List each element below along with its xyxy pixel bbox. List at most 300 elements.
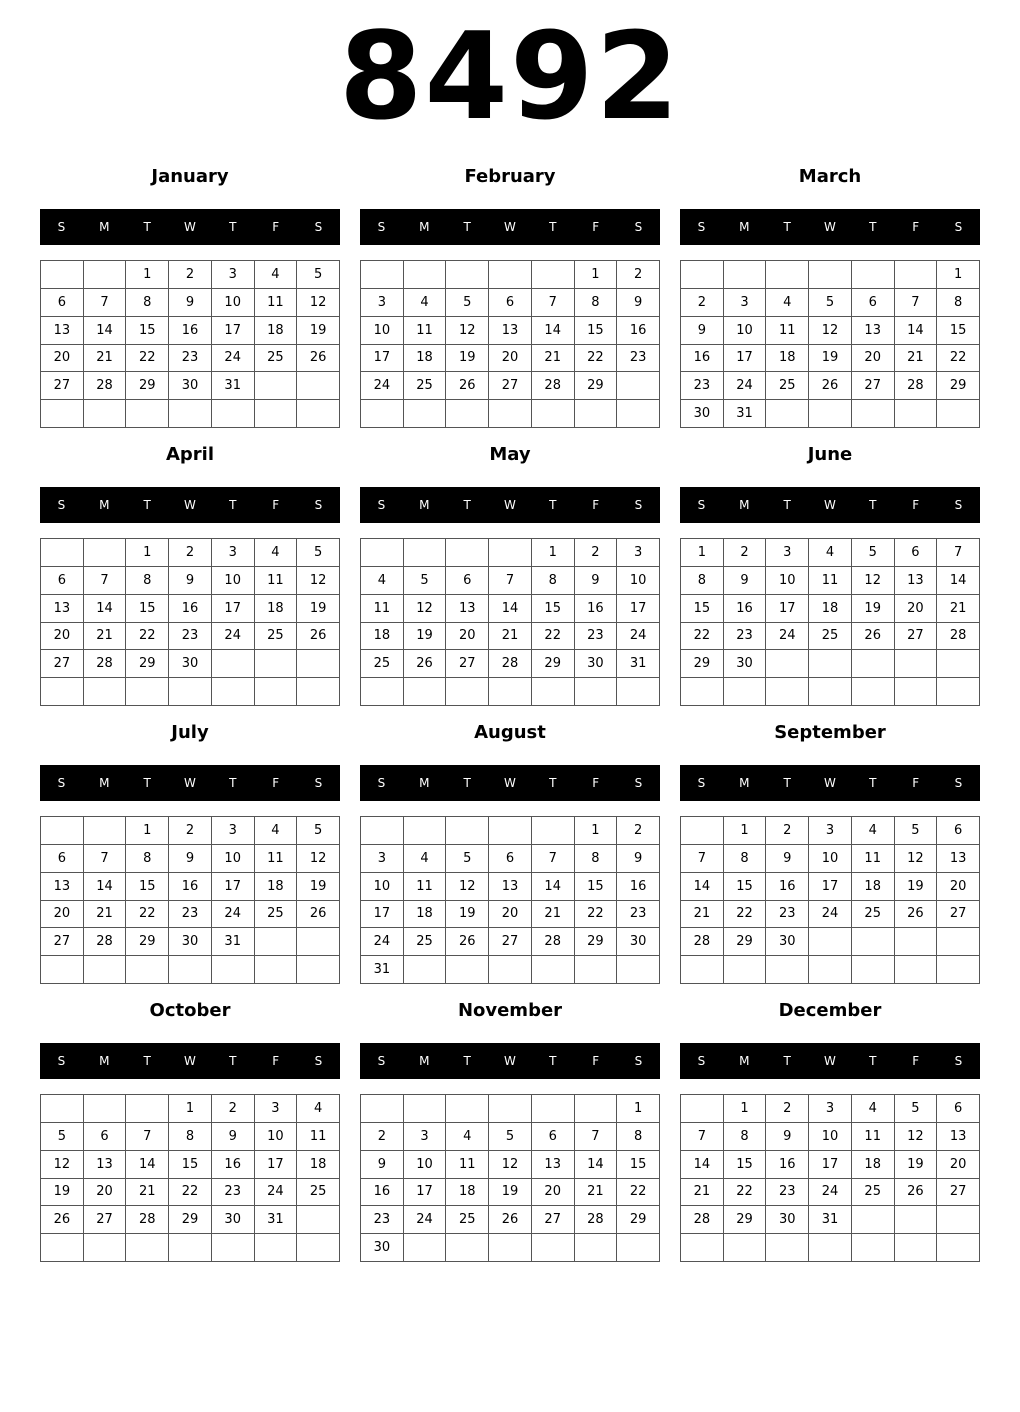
- weekday-label: S: [634, 498, 643, 512]
- empty-day-cell: [169, 956, 212, 984]
- day-cell: 24: [212, 623, 255, 651]
- day-cell: 8: [126, 567, 169, 595]
- day-cell: 5: [809, 289, 852, 317]
- empty-day-cell: [84, 261, 127, 289]
- day-cell: 2: [766, 1095, 809, 1123]
- empty-day-cell: [937, 678, 980, 706]
- day-cell: 16: [766, 1151, 809, 1179]
- day-cell: 11: [255, 567, 298, 595]
- day-cell: 28: [84, 372, 127, 400]
- day-cell: 11: [766, 317, 809, 345]
- day-cell: 24: [404, 1206, 447, 1234]
- day-cell: 12: [297, 845, 340, 873]
- day-cell: 19: [895, 1151, 938, 1179]
- empty-day-cell: [212, 678, 255, 706]
- day-cell: 21: [895, 345, 938, 373]
- empty-day-cell: [41, 1234, 84, 1262]
- day-cell: 15: [681, 595, 724, 623]
- empty-day-cell: [41, 678, 84, 706]
- day-cell: 2: [169, 261, 212, 289]
- day-cell: 5: [297, 539, 340, 567]
- weekday-label: T: [549, 220, 557, 234]
- month-name: September: [774, 722, 886, 743]
- day-cell: 18: [361, 623, 404, 651]
- weekday-label: T: [869, 220, 877, 234]
- day-cell: 12: [809, 317, 852, 345]
- day-cell: 2: [617, 261, 660, 289]
- empty-day-cell: [681, 956, 724, 984]
- day-cell: 18: [404, 901, 447, 929]
- day-cell: 11: [297, 1123, 340, 1151]
- empty-day-cell: [446, 539, 489, 567]
- empty-day-cell: [446, 956, 489, 984]
- empty-day-cell: [212, 400, 255, 428]
- weekday-header: [360, 487, 660, 523]
- weekday-header: [40, 209, 340, 245]
- empty-day-cell: [895, 956, 938, 984]
- weekday-label: T: [869, 1054, 877, 1068]
- day-cell: 11: [404, 873, 447, 901]
- day-cell: 16: [617, 317, 660, 345]
- day-cell: 7: [937, 539, 980, 567]
- day-cell: 20: [84, 1179, 127, 1207]
- day-cell: 30: [766, 1206, 809, 1234]
- day-cell: 20: [937, 1151, 980, 1179]
- day-cell: 7: [84, 289, 127, 317]
- day-cell: 15: [575, 317, 618, 345]
- empty-day-cell: [212, 650, 255, 678]
- empty-day-cell: [489, 400, 532, 428]
- day-cell: 3: [404, 1123, 447, 1151]
- weekday-label: F: [592, 1054, 600, 1068]
- day-cell: 15: [937, 317, 980, 345]
- day-cell: 2: [212, 1095, 255, 1123]
- day-cell: 5: [404, 567, 447, 595]
- empty-day-cell: [532, 678, 575, 706]
- day-cell: 15: [126, 317, 169, 345]
- day-grid: [40, 816, 340, 984]
- empty-day-cell: [809, 650, 852, 678]
- day-cell: 25: [404, 372, 447, 400]
- day-cell: 21: [126, 1179, 169, 1207]
- empty-day-cell: [766, 400, 809, 428]
- day-cell: 21: [575, 1179, 618, 1207]
- day-cell: 24: [255, 1179, 298, 1207]
- empty-day-cell: [852, 400, 895, 428]
- day-cell: 10: [766, 567, 809, 595]
- day-cell: 19: [297, 873, 340, 901]
- day-cell: 22: [724, 1179, 767, 1207]
- day-cell: 30: [766, 928, 809, 956]
- day-cell: 29: [724, 928, 767, 956]
- empty-day-cell: [169, 678, 212, 706]
- weekday-label: S: [697, 498, 706, 512]
- empty-day-cell: [724, 1234, 767, 1262]
- empty-day-cell: [852, 650, 895, 678]
- day-cell: 26: [809, 372, 852, 400]
- day-cell: 27: [489, 928, 532, 956]
- day-cell: 9: [169, 289, 212, 317]
- day-cell: 7: [84, 845, 127, 873]
- day-cell: 30: [212, 1206, 255, 1234]
- day-cell: 13: [446, 595, 489, 623]
- day-cell: 13: [895, 567, 938, 595]
- day-cell: 8: [617, 1123, 660, 1151]
- day-cell: 8: [937, 289, 980, 317]
- day-cell: 10: [617, 567, 660, 595]
- day-cell: 26: [446, 372, 489, 400]
- weekday-label: M: [419, 1054, 430, 1068]
- day-cell: 22: [126, 623, 169, 651]
- day-cell: 30: [681, 400, 724, 428]
- weekday-label: W: [504, 220, 516, 234]
- day-cell: 22: [575, 901, 618, 929]
- empty-day-cell: [361, 678, 404, 706]
- day-cell: 16: [361, 1179, 404, 1207]
- weekday-header: [680, 765, 980, 801]
- weekday-label: W: [824, 498, 836, 512]
- empty-day-cell: [361, 1095, 404, 1123]
- day-cell: 3: [255, 1095, 298, 1123]
- empty-day-cell: [489, 539, 532, 567]
- weekday-label: S: [314, 1054, 323, 1068]
- empty-day-cell: [852, 928, 895, 956]
- day-cell: 19: [852, 595, 895, 623]
- empty-day-cell: [84, 1234, 127, 1262]
- day-cell: 1: [169, 1095, 212, 1123]
- day-cell: 10: [212, 289, 255, 317]
- empty-day-cell: [84, 956, 127, 984]
- weekday-label: W: [184, 498, 196, 512]
- day-cell: 25: [297, 1179, 340, 1207]
- day-cell: 12: [446, 317, 489, 345]
- month-name: February: [464, 166, 556, 187]
- empty-day-cell: [297, 956, 340, 984]
- empty-day-cell: [446, 1234, 489, 1262]
- day-cell: 20: [895, 595, 938, 623]
- day-cell: 11: [255, 289, 298, 317]
- day-cell: 20: [532, 1179, 575, 1207]
- day-cell: 5: [895, 817, 938, 845]
- weekday-label: M: [99, 498, 110, 512]
- weekday-label: S: [314, 498, 323, 512]
- empty-day-cell: [297, 650, 340, 678]
- empty-day-cell: [361, 817, 404, 845]
- empty-day-cell: [489, 261, 532, 289]
- weekday-label: T: [143, 220, 151, 234]
- day-cell: 9: [169, 845, 212, 873]
- empty-day-cell: [41, 400, 84, 428]
- day-cell: 18: [446, 1179, 489, 1207]
- day-cell: 23: [575, 623, 618, 651]
- day-cell: 24: [617, 623, 660, 651]
- empty-day-cell: [532, 1234, 575, 1262]
- empty-day-cell: [532, 817, 575, 845]
- empty-day-cell: [575, 400, 618, 428]
- empty-day-cell: [937, 1234, 980, 1262]
- day-cell: 12: [446, 873, 489, 901]
- day-cell: 7: [895, 289, 938, 317]
- day-cell: 9: [617, 289, 660, 317]
- day-cell: 20: [41, 623, 84, 651]
- day-cell: 31: [617, 650, 660, 678]
- day-cell: 18: [255, 595, 298, 623]
- empty-day-cell: [617, 1234, 660, 1262]
- day-cell: 19: [41, 1179, 84, 1207]
- day-cell: 23: [766, 1179, 809, 1207]
- weekday-header: [680, 487, 980, 523]
- month-name: July: [171, 722, 209, 743]
- weekday-label: T: [783, 776, 791, 790]
- day-cell: 13: [41, 873, 84, 901]
- day-cell: 25: [852, 901, 895, 929]
- day-cell: 1: [937, 261, 980, 289]
- weekday-label: S: [377, 498, 386, 512]
- weekday-label: S: [697, 1054, 706, 1068]
- day-cell: 7: [681, 845, 724, 873]
- day-cell: 29: [617, 1206, 660, 1234]
- day-cell: 2: [575, 539, 618, 567]
- day-cell: 25: [255, 623, 298, 651]
- weekday-label: T: [229, 776, 237, 790]
- day-cell: 10: [724, 317, 767, 345]
- day-cell: 6: [41, 567, 84, 595]
- weekday-header: [40, 487, 340, 523]
- weekday-header: [40, 765, 340, 801]
- day-cell: 10: [361, 317, 404, 345]
- day-cell: 6: [41, 845, 84, 873]
- day-cell: 14: [681, 1151, 724, 1179]
- day-cell: 28: [532, 372, 575, 400]
- weekday-label: F: [912, 220, 920, 234]
- weekday-label: F: [592, 220, 600, 234]
- day-cell: 23: [617, 901, 660, 929]
- empty-day-cell: [809, 928, 852, 956]
- day-cell: 27: [937, 1179, 980, 1207]
- day-cell: 16: [169, 317, 212, 345]
- day-cell: 14: [489, 595, 532, 623]
- empty-day-cell: [297, 928, 340, 956]
- day-cell: 24: [724, 372, 767, 400]
- day-cell: 22: [681, 623, 724, 651]
- day-cell: 5: [297, 261, 340, 289]
- day-cell: 14: [84, 873, 127, 901]
- empty-day-cell: [297, 372, 340, 400]
- day-cell: 17: [724, 345, 767, 373]
- empty-day-cell: [404, 261, 447, 289]
- day-cell: 27: [41, 372, 84, 400]
- day-cell: 21: [681, 1179, 724, 1207]
- day-cell: 15: [617, 1151, 660, 1179]
- day-cell: 20: [489, 345, 532, 373]
- weekday-label: S: [634, 776, 643, 790]
- day-cell: 13: [41, 595, 84, 623]
- day-cell: 12: [895, 845, 938, 873]
- month-name: January: [151, 166, 229, 187]
- weekday-label: M: [419, 776, 430, 790]
- day-cell: 21: [84, 623, 127, 651]
- day-cell: 19: [489, 1179, 532, 1207]
- weekday-label: W: [184, 220, 196, 234]
- day-cell: 18: [809, 595, 852, 623]
- day-cell: 20: [446, 623, 489, 651]
- day-cell: 17: [809, 1151, 852, 1179]
- empty-day-cell: [404, 539, 447, 567]
- day-cell: 17: [212, 317, 255, 345]
- weekday-label: F: [912, 776, 920, 790]
- weekday-label: S: [954, 220, 963, 234]
- empty-day-cell: [937, 956, 980, 984]
- empty-day-cell: [126, 1234, 169, 1262]
- day-cell: 6: [446, 567, 489, 595]
- weekday-label: T: [549, 498, 557, 512]
- day-cell: 10: [809, 845, 852, 873]
- day-cell: 30: [724, 650, 767, 678]
- day-cell: 17: [809, 873, 852, 901]
- day-cell: 21: [84, 345, 127, 373]
- empty-day-cell: [404, 956, 447, 984]
- day-cell: 11: [446, 1151, 489, 1179]
- empty-day-cell: [532, 1095, 575, 1123]
- day-cell: 7: [575, 1123, 618, 1151]
- empty-day-cell: [575, 1234, 618, 1262]
- weekday-label: S: [314, 776, 323, 790]
- empty-day-cell: [937, 400, 980, 428]
- day-cell: 17: [212, 595, 255, 623]
- day-cell: 4: [446, 1123, 489, 1151]
- weekday-label: S: [377, 776, 386, 790]
- day-cell: 18: [297, 1151, 340, 1179]
- day-cell: 9: [766, 845, 809, 873]
- empty-day-cell: [895, 650, 938, 678]
- day-cell: 27: [489, 372, 532, 400]
- empty-day-cell: [446, 678, 489, 706]
- empty-day-cell: [297, 1234, 340, 1262]
- day-cell: 5: [446, 289, 489, 317]
- day-cell: 14: [84, 317, 127, 345]
- day-cell: 25: [766, 372, 809, 400]
- empty-day-cell: [809, 400, 852, 428]
- weekday-label: S: [377, 1054, 386, 1068]
- weekday-label: T: [463, 1054, 471, 1068]
- day-cell: 27: [532, 1206, 575, 1234]
- empty-day-cell: [297, 400, 340, 428]
- day-cell: 25: [361, 650, 404, 678]
- day-cell: 6: [489, 289, 532, 317]
- day-cell: 13: [937, 845, 980, 873]
- weekday-header: [40, 1043, 340, 1079]
- day-cell: 3: [809, 817, 852, 845]
- weekday-header: [360, 765, 660, 801]
- empty-day-cell: [361, 261, 404, 289]
- day-cell: 27: [41, 650, 84, 678]
- day-cell: 19: [297, 317, 340, 345]
- day-cell: 8: [724, 1123, 767, 1151]
- day-cell: 8: [724, 845, 767, 873]
- day-cell: 1: [724, 817, 767, 845]
- weekday-label: T: [783, 220, 791, 234]
- day-cell: 21: [681, 901, 724, 929]
- day-cell: 26: [852, 623, 895, 651]
- day-cell: 13: [84, 1151, 127, 1179]
- day-cell: 18: [852, 1151, 895, 1179]
- day-cell: 17: [404, 1179, 447, 1207]
- month-name: October: [149, 1000, 231, 1021]
- day-cell: 26: [446, 928, 489, 956]
- day-cell: 19: [446, 345, 489, 373]
- empty-day-cell: [681, 1234, 724, 1262]
- day-cell: 18: [852, 873, 895, 901]
- day-cell: 19: [895, 873, 938, 901]
- weekday-label: S: [954, 776, 963, 790]
- day-cell: 14: [532, 873, 575, 901]
- day-cell: 3: [766, 539, 809, 567]
- day-cell: 9: [766, 1123, 809, 1151]
- day-cell: 27: [937, 901, 980, 929]
- day-grid: [360, 1094, 660, 1262]
- day-cell: 21: [84, 901, 127, 929]
- day-cell: 4: [809, 539, 852, 567]
- day-cell: 30: [169, 372, 212, 400]
- day-cell: 15: [532, 595, 575, 623]
- day-cell: 8: [532, 567, 575, 595]
- day-cell: 5: [446, 845, 489, 873]
- weekday-label: F: [272, 776, 280, 790]
- day-cell: 6: [489, 845, 532, 873]
- empty-day-cell: [809, 678, 852, 706]
- empty-day-cell: [575, 678, 618, 706]
- day-cell: 12: [41, 1151, 84, 1179]
- day-cell: 17: [361, 345, 404, 373]
- day-cell: 2: [169, 817, 212, 845]
- empty-day-cell: [489, 817, 532, 845]
- day-cell: 24: [212, 901, 255, 929]
- day-cell: 19: [297, 595, 340, 623]
- weekday-label: M: [739, 776, 750, 790]
- empty-day-cell: [895, 678, 938, 706]
- day-cell: 6: [895, 539, 938, 567]
- day-cell: 16: [617, 873, 660, 901]
- day-cell: 1: [532, 539, 575, 567]
- day-cell: 31: [255, 1206, 298, 1234]
- weekday-label: F: [272, 1054, 280, 1068]
- day-cell: 29: [937, 372, 980, 400]
- day-cell: 16: [575, 595, 618, 623]
- day-cell: 13: [489, 873, 532, 901]
- empty-day-cell: [895, 261, 938, 289]
- day-cell: 16: [212, 1151, 255, 1179]
- day-cell: 8: [575, 289, 618, 317]
- empty-day-cell: [41, 956, 84, 984]
- day-cell: 14: [84, 595, 127, 623]
- day-cell: 12: [404, 595, 447, 623]
- empty-day-cell: [766, 956, 809, 984]
- day-cell: 22: [724, 901, 767, 929]
- day-cell: 14: [126, 1151, 169, 1179]
- month-name: August: [474, 722, 546, 743]
- empty-day-cell: [84, 539, 127, 567]
- weekday-label: F: [912, 498, 920, 512]
- day-cell: 20: [41, 901, 84, 929]
- day-cell: 26: [41, 1206, 84, 1234]
- weekday-label: W: [504, 498, 516, 512]
- day-cell: 8: [126, 845, 169, 873]
- day-cell: 1: [126, 539, 169, 567]
- month-name: April: [165, 444, 215, 465]
- empty-day-cell: [724, 678, 767, 706]
- day-cell: 5: [489, 1123, 532, 1151]
- day-cell: 11: [809, 567, 852, 595]
